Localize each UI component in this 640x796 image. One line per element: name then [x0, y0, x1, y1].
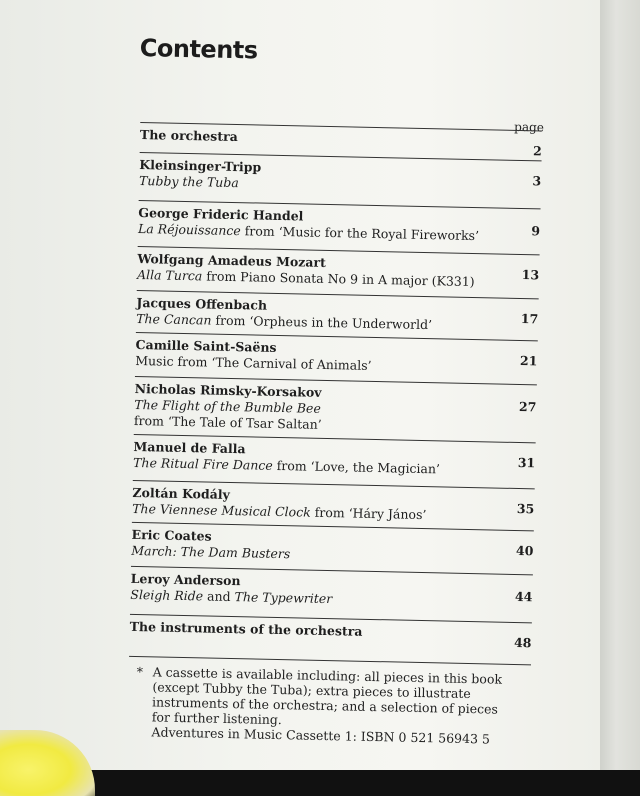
work-text: The Cancan: [136, 310, 212, 328]
work-text: Music from ‘The Carnival of Animals’: [135, 352, 372, 373]
background-surface: [0, 770, 640, 796]
work-text: from ‘Love, the Magician’: [272, 457, 441, 477]
page-edge: [600, 0, 640, 796]
work-text: Tubby the Tuba: [138, 173, 239, 191]
contents-entry: [130, 566, 533, 610]
entry-composer: Jacques Offenbach: [136, 294, 268, 313]
cassette-note: [135, 664, 516, 747]
work-text: Sleigh Ride: [130, 586, 204, 604]
contents-entry: [136, 290, 539, 334]
entry-composer: Leroy Anderson: [130, 570, 241, 589]
entry-page-number: 35: [516, 500, 535, 517]
contents-entry: [133, 434, 536, 478]
contents-entry: [139, 119, 545, 159]
contents-entry: [132, 480, 535, 524]
entry-page-number: 9: [531, 223, 541, 239]
work-text: from Piano Sonata No 9 in A major (K331): [202, 268, 475, 290]
entry-composer: Eric Coates: [131, 526, 212, 544]
entry-composer: Wolfgang Amadeus Mozart: [137, 250, 326, 270]
work-text: from ‘Music for the Royal Fireworks’: [240, 223, 480, 244]
work-text: from ‘The Tale of Tsar Saltan’: [133, 412, 322, 432]
entry-page-number: 27: [518, 399, 537, 415]
entry-page-number: 40: [515, 542, 534, 559]
entry-page-number: 44: [514, 588, 533, 605]
work-text: Alla Turca: [136, 266, 203, 284]
page-title: Contents: [139, 34, 258, 65]
entry-page-number: 2: [532, 143, 542, 159]
entry-composer: George Frideric Handel: [138, 205, 304, 224]
work-text: from ‘Orpheus in the Underworld’: [211, 312, 433, 333]
entry-composer: Zoltán Kodály: [132, 484, 230, 502]
work-text: and: [203, 588, 235, 605]
entry-page-number: 3: [532, 173, 542, 189]
work-text: La Réjouissance: [137, 221, 241, 239]
entry-composer: Nicholas Rimsky-Korsakov: [134, 380, 322, 400]
contents-entry: [139, 152, 542, 196]
entry-composer: Kleinsinger-Tripp: [139, 157, 262, 175]
work-text: March: The Dam Busters: [131, 542, 291, 562]
entry-composer: Manuel de Falla: [133, 438, 246, 457]
note-asterisk: *: [136, 664, 144, 680]
contents-entry: [135, 332, 538, 376]
work-text: The Ritual Fire Dance: [132, 454, 273, 473]
entry-composer: Camille Saint-Saëns: [135, 336, 277, 355]
work-text: The Typewriter: [234, 589, 333, 607]
contents-entry: [134, 376, 537, 436]
entry-page-number: 48: [513, 634, 532, 651]
work-text: The Flight of the Bumble Bee: [134, 396, 321, 416]
contents-entry: [138, 200, 541, 244]
contents-entry: [129, 614, 532, 651]
contents-entry: [137, 246, 540, 290]
entry-page-number: 31: [517, 455, 536, 471]
entry-page-number: 17: [520, 311, 539, 327]
work-text: The Viennese Musical Clock: [132, 500, 311, 520]
entry-page-number: 21: [519, 353, 538, 369]
page-column-label: page: [514, 119, 545, 135]
note-text: A cassette is available including: all pieces in this book (except Tubby the Tuba); extra pieces to illustrate instruments of the orchestra; and a selection of pieces for further listening.: [151, 664, 503, 728]
work-text: from ‘Háry János’: [310, 504, 427, 523]
entry-page-number: 13: [521, 267, 540, 283]
note-isbn: Adventures in Music Cassette 1: ISBN 0 521 56943 5: [151, 724, 491, 747]
entry-composer: The instruments of the orchestra: [129, 618, 363, 639]
closing-rule: [129, 656, 531, 665]
entry-composer: The orchestra: [139, 127, 238, 145]
contents-entry: [131, 522, 534, 566]
